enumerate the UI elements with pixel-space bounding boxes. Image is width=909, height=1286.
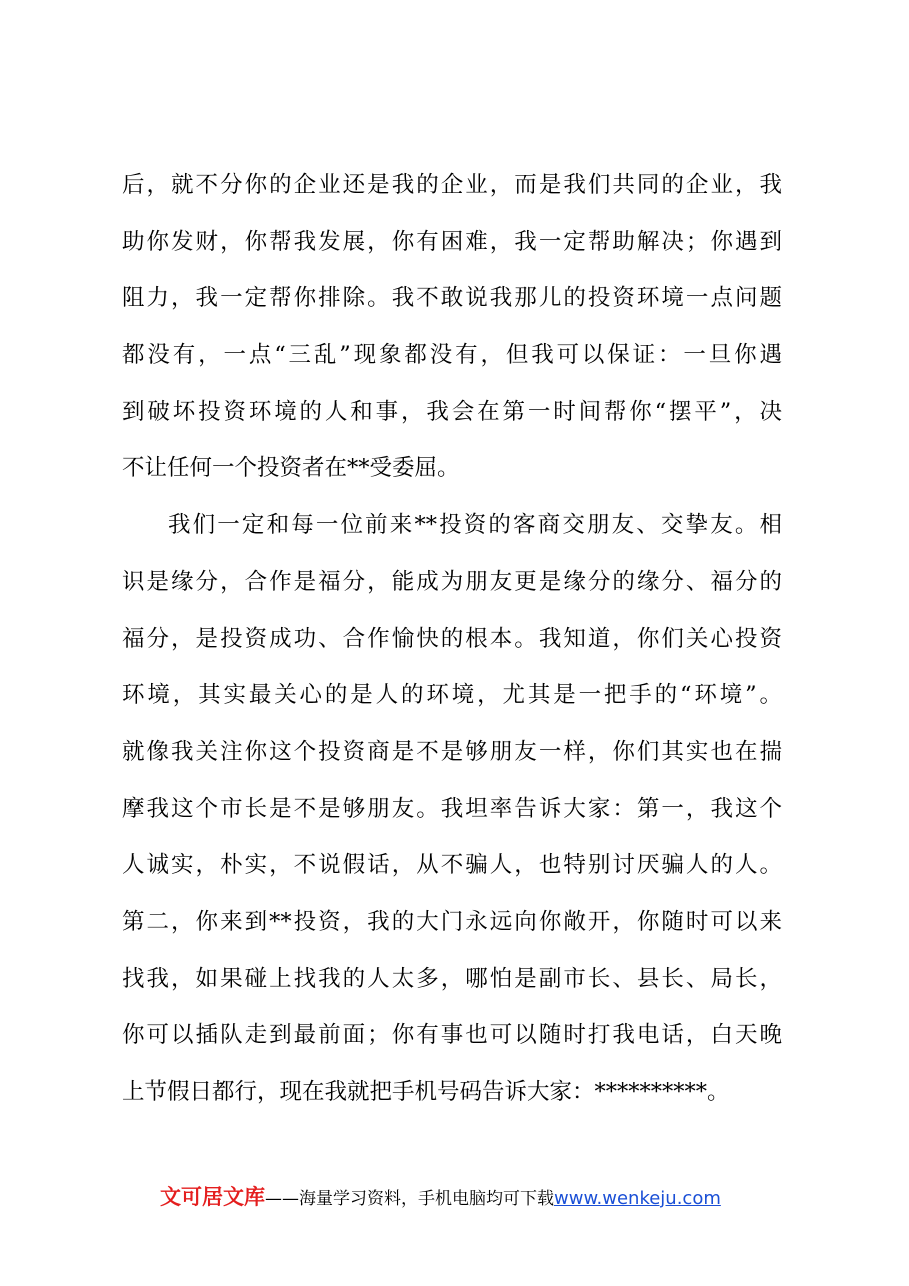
text-line: 上节假日都行，现在我就把手机号码告诉大家：**********。 [122,1079,730,1105]
footer-banner [160,1180,860,1214]
footer-link[interactable]: www.wenkeju.com [554,1188,721,1209]
text-line: 识是缘分，合作是福分，能成为朋友更是缘分的缘分、福分的 [122,568,782,595]
text-line: 福分，是投资成功、合作愉快的根本。我知道，你们关心投资 [122,625,782,652]
text-line: 不让任何一个投资者在**受委屈。 [122,455,460,482]
footer-tagline: 海量学习资料，手机电脑均可下载 [299,1189,554,1209]
text-line: 就像我关注你这个投资商是不是够朋友一样，你们其实也在揣 [122,738,782,765]
document-body [122,165,782,1129]
text-line: 摩我这个市长是不是够朋友。我坦率告诉大家：第一，我这个 [122,795,782,822]
text-line: 找我，如果碰上找我的人太多，哪怕是副市长、县长、局长， [122,965,782,992]
text-line: 后，就不分你的企业还是我的企业，而是我们共同的企业，我 [122,172,782,198]
text-line: 到破坏投资环境的人和事，我会在第一时间帮你“摆平”，决 [122,398,782,425]
footer-dash: —— [265,1189,299,1209]
text-line: 我们一定和每一位前来**投资的客商交朋友、交挚友。相 [168,512,782,539]
text-line: 第二，你来到**投资，我的大门永远向你敞开，你随时可以来 [122,908,782,935]
footer-brand: 文可居文库 [160,1185,265,1209]
text-line: 助你发财，你帮我发展，你有困难，我一定帮助解决；你遇到 [122,228,782,255]
text-line: 阻力，我一定帮你排除。我不敢说我那儿的投资环境一点问题 [122,285,782,312]
text-line: 都没有，一点“三乱”现象都没有，但我可以保证：一旦你遇 [122,342,782,369]
text-line: 环境，其实最关心的是人的环境，尤其是一把手的“环境”。 [122,682,782,709]
text-line: 人诚实，朴实，不说假话，从不骗人，也特别讨厌骗人的人。 [122,852,782,879]
text-line: 你可以插队走到最前面；你有事也可以随时打我电话，白天晚 [122,1022,782,1049]
